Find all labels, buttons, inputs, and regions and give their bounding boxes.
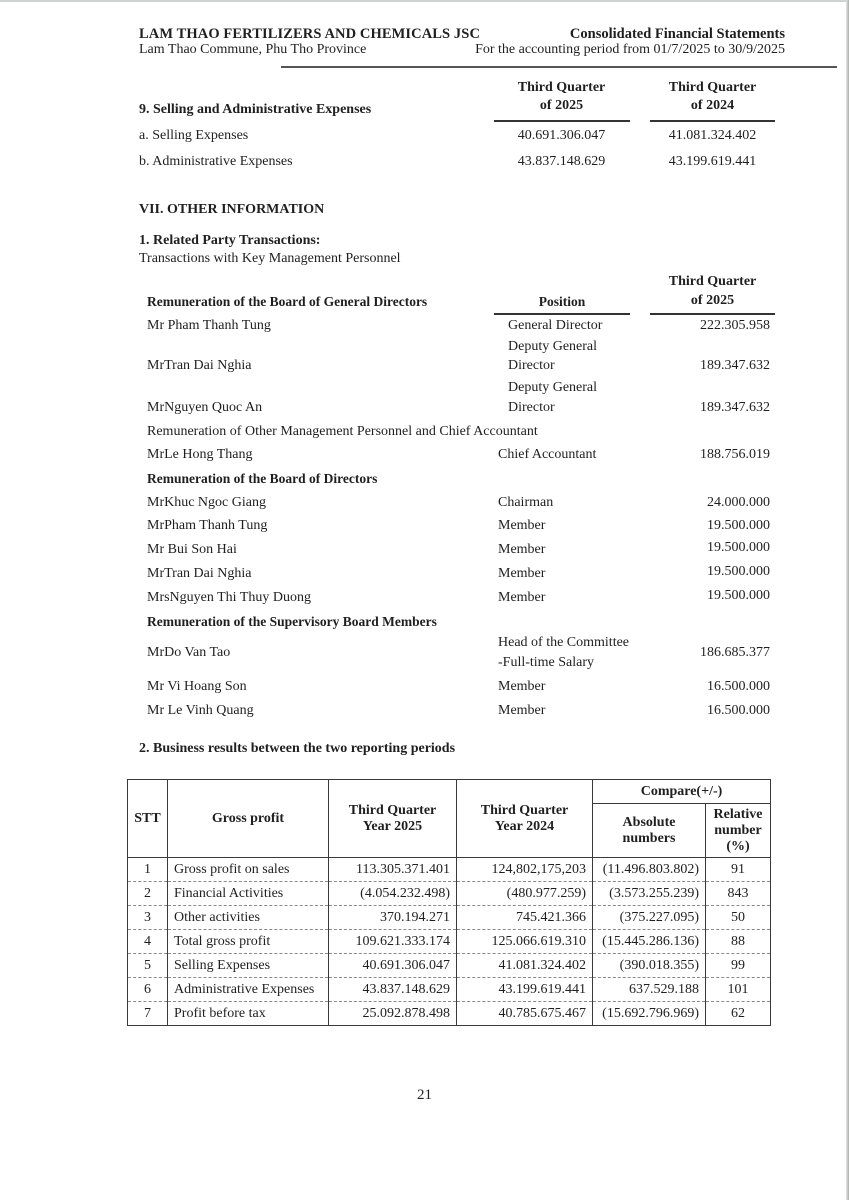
cell-q2025: 370.194.271 xyxy=(329,906,457,930)
rp-col-amount-line2: of 2025 xyxy=(690,293,735,308)
related-party-title: 1. Related Party Transactions: xyxy=(139,233,321,248)
person-amount: 186.685.377 xyxy=(700,645,770,660)
col-header-relative-line2: number xyxy=(714,822,762,838)
col-header-relative xyxy=(706,804,771,858)
rp-col-rule-position xyxy=(494,313,630,315)
cell-stt: 5 xyxy=(128,954,168,978)
cell-absolute: (375.227.095) xyxy=(593,906,706,930)
cell-relative: 50 xyxy=(706,906,771,930)
cell-q2024: 40.785.675.467 xyxy=(457,1002,593,1026)
table-row xyxy=(128,1002,771,1026)
cell-item: Selling Expenses xyxy=(168,954,329,978)
person-position: Member xyxy=(498,566,546,581)
accounting-period: For the accounting period from 01/7/2025 to 30/9/2025 xyxy=(475,42,785,57)
person-name: MrNguyen Quoc An xyxy=(147,400,263,415)
s9-row-value-2024: 43.199.619.441 xyxy=(668,154,757,169)
cell-q2024: 43.199.619.441 xyxy=(457,978,593,1002)
rp-col-position: Position xyxy=(538,294,586,309)
cell-absolute: (15.692.796.969) xyxy=(593,1002,706,1026)
person-position-line2: -Full-time Salary xyxy=(498,655,595,670)
person-name: MrTran Dai Nghia xyxy=(147,358,252,373)
person-amount: 19.500.000 xyxy=(707,564,770,579)
s9-row-value-2025: 43.837.148.629 xyxy=(517,154,606,169)
table-row xyxy=(128,978,771,1002)
section-vii-title: VII. OTHER INFORMATION xyxy=(139,202,325,217)
group-board-of-directors: Remuneration of the Board of Directors xyxy=(147,471,378,486)
cell-stt: 2 xyxy=(128,882,168,906)
table-row xyxy=(128,906,771,930)
cell-q2025: 113.305.371.401 xyxy=(329,858,457,882)
person-name: Mr Le Vinh Quang xyxy=(147,703,254,718)
col-header-relative-line3: (%) xyxy=(726,838,750,854)
cell-absolute: 637.529.188 xyxy=(593,978,706,1002)
cell-absolute: (390.018.355) xyxy=(593,954,706,978)
cell-q2024: (480.977.259) xyxy=(457,882,593,906)
cell-q2025: 109.621.333.174 xyxy=(329,930,457,954)
cell-q2024: 41.081.324.402 xyxy=(457,954,593,978)
person-name: Mr Bui Son Hai xyxy=(147,542,237,557)
col-header-absolute xyxy=(593,804,706,858)
table-row xyxy=(128,954,771,978)
person-name: MrKhuc Ngoc Giang xyxy=(147,495,266,510)
group-supervisory-board: Remuneration of the Supervisory Board Members xyxy=(147,614,437,629)
person-name: MrsNguyen Thi Thuy Duong xyxy=(147,590,311,605)
business-results-table xyxy=(127,779,771,1026)
cell-item: Financial Activities xyxy=(168,882,329,906)
col-header-absolute-line1: Absolute xyxy=(622,814,676,830)
person-amount: 188.756.019 xyxy=(700,447,770,462)
person-position: Deputy General xyxy=(508,339,598,354)
s9-row-value-2024: 41.081.324.402 xyxy=(668,128,757,143)
group-general-directors: Remuneration of the Board of General Directors xyxy=(147,294,428,309)
person-position: Head of the Committee xyxy=(498,635,630,650)
col-header-absolute-line2: numbers xyxy=(622,830,676,846)
col-header-q2025-line1: Third Quarter xyxy=(348,802,437,818)
person-position: Member xyxy=(498,518,546,533)
s9-row-label: a. Selling Expenses xyxy=(139,128,249,143)
person-name: MrTran Dai Nghia xyxy=(147,566,252,581)
cell-item: Profit before tax xyxy=(168,1002,329,1026)
related-party-desc: Transactions with Key Management Personnel xyxy=(139,251,401,266)
cell-item: Total gross profit xyxy=(168,930,329,954)
cell-absolute: (15.445.286.136) xyxy=(593,930,706,954)
cell-q2025: 25.092.878.498 xyxy=(329,1002,457,1026)
cell-relative: 99 xyxy=(706,954,771,978)
person-position: General Director xyxy=(508,318,603,333)
cell-item: Other activities xyxy=(168,906,329,930)
group-other-management: Remuneration of Other Management Personnel and Chief Accountant xyxy=(147,424,538,439)
cell-relative: 91 xyxy=(706,858,771,882)
page-number: 21 xyxy=(417,1087,432,1103)
col-header-q2024-line2: Year 2024 xyxy=(494,818,555,834)
person-position: Member xyxy=(498,590,546,605)
person-amount: 19.500.000 xyxy=(707,540,770,555)
person-amount: 189.347.632 xyxy=(700,400,770,415)
person-amount: 24.000.000 xyxy=(707,495,770,510)
cell-item: Gross profit on sales xyxy=(168,858,329,882)
person-amount: 189.347.632 xyxy=(700,358,770,373)
cell-absolute: (11.496.803.802) xyxy=(593,858,706,882)
person-position-line2: Director xyxy=(508,400,555,415)
s9-row-value-2025: 40.691.306.047 xyxy=(517,128,606,143)
person-name: MrDo Van Tao xyxy=(147,645,231,660)
section-9-title: 9. Selling and Administrative Expenses xyxy=(139,102,372,117)
col-header-q2025-line2: Year 2025 xyxy=(362,818,423,834)
person-name: Mr Vi Hoang Son xyxy=(147,679,247,694)
person-name: Mr Pham Thanh Tung xyxy=(147,318,271,333)
col-header-compare: Compare(+/-) xyxy=(593,780,771,804)
person-amount: 19.500.000 xyxy=(707,518,770,533)
cell-q2024: 124,802,175,203 xyxy=(457,858,593,882)
person-amount: 16.500.000 xyxy=(707,703,770,718)
table-row xyxy=(128,882,771,906)
scan-edge-top xyxy=(0,0,849,2)
s9-row-label: b. Administrative Expenses xyxy=(139,154,293,169)
cell-q2025: 43.837.148.629 xyxy=(329,978,457,1002)
person-position: Deputy General xyxy=(508,380,598,395)
cell-stt: 4 xyxy=(128,930,168,954)
table-row xyxy=(128,930,771,954)
s9-col-2024-line1: Third Quarter xyxy=(668,80,757,95)
cell-q2025: 40.691.306.047 xyxy=(329,954,457,978)
person-name: MrPham Thanh Tung xyxy=(147,518,268,533)
person-position: Chief Accountant xyxy=(498,447,597,462)
s9-col-rule-2024 xyxy=(650,120,775,122)
header-divider xyxy=(281,66,837,68)
cell-stt: 7 xyxy=(128,1002,168,1026)
person-amount: 16.500.000 xyxy=(707,679,770,694)
col-header-q2025 xyxy=(329,780,457,858)
person-position: Member xyxy=(498,703,546,718)
company-address: Lam Thao Commune, Phu Tho Province xyxy=(139,42,367,57)
document-title: Consolidated Financial Statements xyxy=(569,26,785,42)
person-position: Member xyxy=(498,679,546,694)
col-header-relative-line1: Relative xyxy=(713,806,763,822)
person-amount: 19.500.000 xyxy=(707,588,770,603)
s9-col-2025-line2: of 2025 xyxy=(539,98,584,113)
col-header-q2024-line1: Third Quarter xyxy=(480,802,569,818)
cell-relative: 62 xyxy=(706,1002,771,1026)
cell-relative: 88 xyxy=(706,930,771,954)
col-header-q2024 xyxy=(457,780,593,858)
col-header-stt: STT xyxy=(128,780,168,858)
cell-stt: 1 xyxy=(128,858,168,882)
business-results-title: 2. Business results between the two reporting periods xyxy=(139,741,456,756)
person-position-line2: Director xyxy=(508,358,555,373)
person-position: Member xyxy=(498,542,546,557)
rp-col-rule-amount xyxy=(650,313,775,315)
cell-stt: 6 xyxy=(128,978,168,1002)
table-row xyxy=(128,858,771,882)
cell-q2024: 125.066.619.310 xyxy=(457,930,593,954)
cell-relative: 101 xyxy=(706,978,771,1002)
s9-col-2024-line2: of 2024 xyxy=(690,98,735,113)
cell-q2025: (4.054.232.498) xyxy=(329,882,457,906)
person-amount: 222.305.958 xyxy=(700,318,770,333)
cell-q2024: 745.421.366 xyxy=(457,906,593,930)
cell-stt: 3 xyxy=(128,906,168,930)
col-header-item: Gross profit xyxy=(168,780,329,858)
cell-absolute: (3.573.255.239) xyxy=(593,882,706,906)
person-name: MrLe Hong Thang xyxy=(147,447,253,462)
person-position: Chairman xyxy=(498,495,554,510)
cell-relative: 843 xyxy=(706,882,771,906)
rp-col-amount-line1: Third Quarter xyxy=(668,274,757,289)
s9-col-2025-line1: Third Quarter xyxy=(517,80,606,95)
s9-col-rule-2025 xyxy=(494,120,630,122)
company-name: LAM THAO FERTILIZERS AND CHEMICALS JSC xyxy=(139,26,481,42)
cell-item: Administrative Expenses xyxy=(168,978,329,1002)
